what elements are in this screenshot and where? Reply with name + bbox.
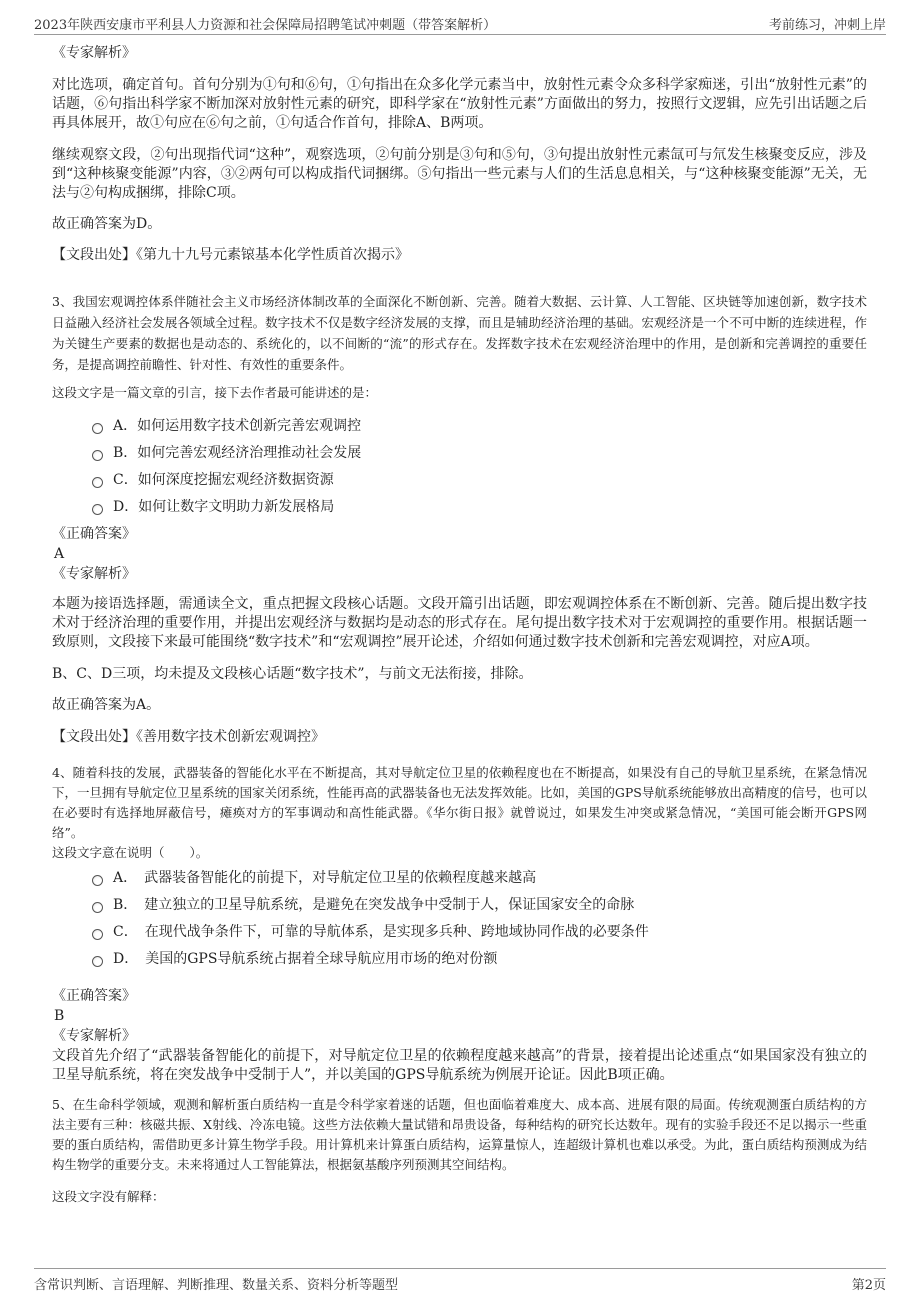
source-citation: 【文段出处】《善用数字技术创新宏观调控》	[52, 729, 325, 745]
expert-analysis-label: 《专家解析》	[52, 566, 136, 582]
page-header	[34, 8, 886, 35]
analysis-paragraph: 本题为接语选择题，需通读全文，重点把握文段核心话题。文段开篇引出话题，即宏观调控体系在不断创新、完善。随后提出数字技术对于经济治理的重要作用，并提出宏观经济与数据均是动态的形式存在。尾句提出数字技术对于宏观调控的重要作用。根据话题一致原则，文段接下来最可能围绕“数字技术”和“宏观调控”展开论述，介绍如何通过数字技术创新和完善宏观调控，对应A项。	[52, 596, 867, 650]
option-b[interactable]: B． 建立独立的卫星导航系统，是避免在突发战争中受制于人，保证国家安全的命脉	[92, 892, 867, 919]
analysis-paragraph: 文段首先介绍了“武器装备智能化的前提下，对导航定位卫星的依赖程度越来越高”的背景，接着提出论述重点“如果国家没有独立的卫星导航系统，将在突发战争中受制于人”，并以美国的GPS导航系统为例展开论证。因此B项正确。	[52, 1048, 867, 1083]
option-d[interactable]: D．如何让数字文明助力新发展格局	[92, 494, 867, 521]
expert-analysis-label: 《专家解析》	[52, 1028, 136, 1044]
option-c[interactable]: C．如何深度挖掘宏观经济数据资源	[92, 467, 867, 494]
document-title: 2023年陕西安康市平利县人力资源和社会保障局招聘笔试冲刺题（带答案解析）	[34, 18, 497, 33]
radio-icon[interactable]	[92, 423, 103, 434]
question-5-text: 5、在生命科学领域，观测和解析蛋白质结构一直是令科学家着迷的话题，但也面临着难度大、成本高、进展有限的局面。传统观测蛋白质结构的方法主要有三种：核磁共振、X射线、冷冻电镜。这些方法依赖大量试错和昂贵设备，每种结构的研究长达数年。现有的实验手段还不足以揭示一些重要的蛋白质结构，需借助更多计算生物学手段。用计算机来计算蛋白质结构，运算量惊人，连超级计算机也难以承受。为此，蛋白质结构预测成为结构生物学的重要分支。未来将通过人工智能算法，根据氨基酸序列预测其空间结构。	[52, 1097, 867, 1172]
footer-topics: 含常识判断、言语理解、判断推理、数量关系、资料分析等题型	[34, 1278, 399, 1293]
expert-analysis-label: 《专家解析》	[52, 45, 136, 61]
radio-icon[interactable]	[92, 929, 103, 940]
source-citation: 【文段出处】《第九十九号元素锿基本化学性质首次揭示》	[52, 247, 409, 263]
correct-answer-label: 《正确答案》	[52, 988, 136, 1004]
page-content	[52, 42, 867, 1207]
analysis-paragraph: B、C、D三项，均未提及文段核心话题“数字技术”，与前文无法衔接，排除。	[52, 666, 533, 682]
question-5-prompt: 这段文字没有解释：	[52, 1189, 165, 1204]
page-number: 第2页	[851, 1278, 886, 1293]
question-3-prompt: 这段文字是一篇文章的引言，接下去作者最可能讲述的是：	[52, 385, 378, 400]
option-d[interactable]: D． 美国的GPS导航系统占据着全球导航应用市场的绝对份额	[92, 946, 867, 973]
analysis-paragraph: 对比选项，确定首句。首句分别为①句和⑥句，①句指出在众多化学元素当中，放射性元素令众多科学家痴迷，引出“放射性元素”的话题，⑥句指出科学家不断加深对放射性元素的研究，即科学家在“放射性元素”方面做出的努力，按照行文逻辑，应先引出话题之后再具体展开，故①句应在⑥句之前，①句适合作首句，排除A、B两项。	[52, 77, 867, 131]
correct-answer-value: A	[54, 546, 65, 562]
question-3-text: 3、我国宏观调控体系伴随社会主义市场经济体制改革的全面深化不断创新、完善。随着大数据、云计算、人工智能、区块链等加速创新，数字技术日益融入经济社会发展各领域全过程。数字技术不仅是数字经济发展的支撑，而且是辅助经济治理的基础。宏观经济是一个不可中断的连续进程，作为关键生产要素的数据也是动态的、系统化的，以不间断的“流”的形式存在。发挥数字技术在宏观经济治理中的作用，是创新和完善调控的重要任务，是提高调控前瞻性、针对性、有效性的重要条件。	[52, 294, 867, 372]
radio-icon[interactable]	[92, 504, 103, 515]
radio-icon[interactable]	[92, 875, 103, 886]
option-a[interactable]: A． 武器装备智能化的前提下，对导航定位卫星的依赖程度越来越高	[92, 865, 867, 892]
correct-answer-value: B	[54, 1008, 65, 1024]
analysis-paragraph: 继续观察文段，②句出现指代词“这种”，观察选项，②句前分别是③句和⑤句，③句提出放射性元素氙可与氘发生核聚变反应，涉及到“这种核聚变能源”内容，③②两句可以构成指代词捆绑。⑤句指出一些元素与人们的生活息息相关，与“这种核聚变能源”无关，无法与②句构成捆绑，排除C项。	[52, 147, 867, 201]
header-slogan: 考前练习，冲刺上岸	[768, 18, 886, 33]
radio-icon[interactable]	[92, 956, 103, 967]
radio-icon[interactable]	[92, 902, 103, 913]
radio-icon[interactable]	[92, 477, 103, 488]
question-3-options	[52, 413, 867, 521]
option-b[interactable]: B．如何完善宏观经济治理推动社会发展	[92, 440, 867, 467]
question-4-text: 4、随着科技的发展，武器装备的智能化水平在不断提高，其对导航定位卫星的依赖程度也在不断提高，如果没有自己的导航卫星系统，在紧急情况下，一旦拥有导航定位卫星系统的国家关闭系统，性能再高的武器装备也无法发挥效能。比如，美国的GPS导航系统能够放出高精度的信号，也可以在必要时有选择地屏蔽信号，瘫痪对方的军事调动和高性能武器。《华尔街日报》就曾说过，如果发生冲突或紧急情况，“美国可能会断开GPS网络”。	[52, 765, 867, 840]
page-footer	[34, 1268, 886, 1295]
option-c[interactable]: C． 在现代战争条件下，可靠的导航体系，是实现多兵种、跨地域协同作战的必要条件	[92, 919, 867, 946]
question-4-options	[52, 865, 867, 973]
correct-answer-label: 《正确答案》	[52, 526, 136, 542]
question-4-prompt: 这段文字意在说明（ ）。	[52, 845, 209, 860]
analysis-conclusion: 故正确答案为D。	[52, 216, 162, 232]
analysis-conclusion: 故正确答案为A。	[52, 697, 161, 713]
radio-icon[interactable]	[92, 450, 103, 461]
option-a[interactable]: A．如何运用数字技术创新完善宏观调控	[92, 413, 867, 440]
